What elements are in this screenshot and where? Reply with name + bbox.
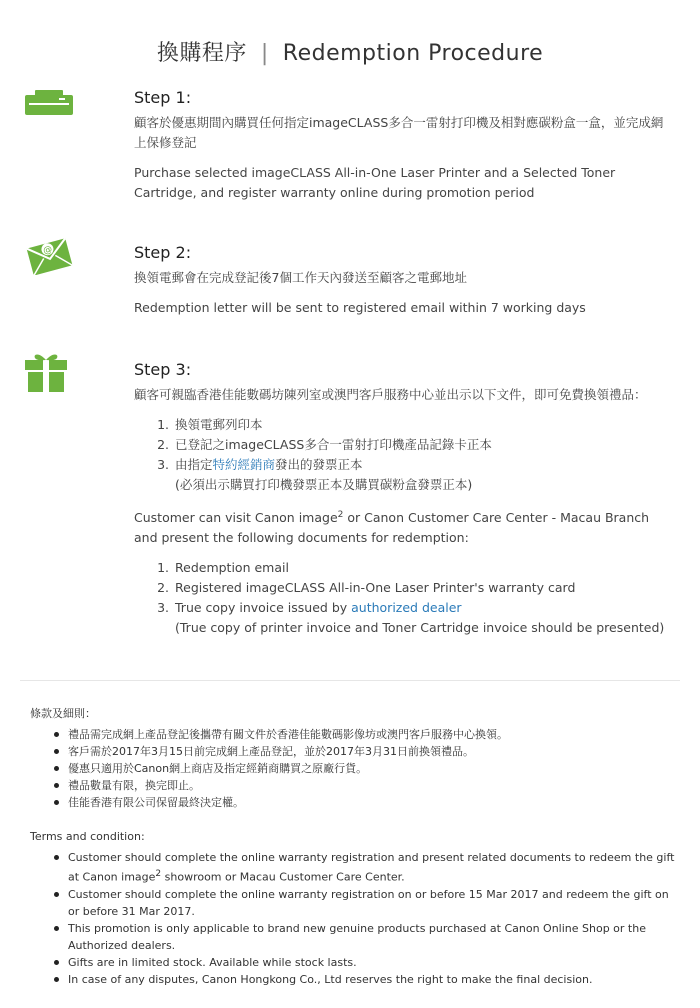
page-title	[0, 36, 700, 67]
gift-icon	[25, 352, 67, 392]
list-item-text: showroom or Macau Customer Care Center.	[161, 870, 405, 884]
step-2-en: Redemption letter will be sent to registered email within 7 working days	[134, 300, 586, 315]
step-3-zh: 顧客可親臨香港佳能數碼坊陳列室或澳門客戶服務中心並出示以下文件，即可免費換領禮品：	[134, 387, 647, 402]
step-3-zh-list	[134, 415, 674, 495]
terms-en	[30, 828, 680, 988]
printer-icon	[25, 90, 73, 116]
title-zh: 換購程序	[156, 41, 247, 66]
list-item: 2. Registered imageCLASS All-in-One Laser Printer's warranty card	[173, 578, 674, 598]
step-3-en	[134, 505, 674, 548]
divider	[20, 680, 680, 681]
list-item: 1. Redemption email	[173, 558, 674, 578]
step-1-en: Purchase selected imageCLASS All-in-One Laser Printer and a Selected Toner Cartridge, and register warranty online during promotion period	[134, 165, 616, 200]
list-item: 優惠只適用於Canon網上商店及指定經銷商購買之原廠行貨。	[68, 760, 680, 777]
list-item-note: (True copy of printer invoice and Toner Cartridge invoice should be presented)	[175, 620, 665, 636]
terms-en-list	[30, 849, 680, 988]
terms-zh-list	[30, 726, 680, 811]
superscript: 2	[155, 869, 162, 879]
terms-en-heading: Terms and condition:	[30, 830, 145, 843]
step-3-en-post: or Canon Customer Care Center - Macau Branch and present the following documents for redemption:	[134, 510, 650, 546]
step-2-heading: Step 2:	[134, 243, 192, 262]
list-item: 2. 已登記之imageCLASS多合一雷射打印機產品記錄卡正本	[173, 435, 674, 455]
step-3-en-list	[134, 558, 674, 638]
list-item: 禮品數量有限，換完即止。	[68, 777, 680, 794]
list-item: In case of any disputes, Canon Hongkong Co., Ltd reserves the right to make the final decision.	[68, 971, 680, 988]
list-item-note: (必須出示購買打印機發票正本及購買碳粉盒發票正本)	[175, 477, 473, 492]
list-item-text: 由指定	[175, 457, 213, 472]
list-item-text: Customer should complete the online warranty registration and present related documents to redeem the gift at Canon image	[68, 851, 675, 884]
email-icon	[25, 235, 73, 275]
list-item: Gifts are in limited stock. Available while stock lasts.	[68, 954, 680, 971]
list-item: Customer should complete the online warranty registration on or before 15 Mar 2017 and redeem the gift on or before 31 Mar 2017.	[68, 886, 680, 920]
step-1-heading: Step 1:	[134, 88, 192, 107]
title-separator: |	[260, 41, 269, 66]
list-item: 禮品需完成網上產品登記後攜帶有關文件於香港佳能數碼影像坊或澳門客戶服務中心換領。	[68, 726, 680, 743]
list-item-text: 發出的發票正本	[275, 457, 363, 472]
svg-text:@: @	[42, 244, 54, 257]
list-item: This promotion is only applicable to brand new genuine products purchased at Canon Online Shop or the Authorized dealers.	[68, 920, 680, 954]
authorized-dealer-link-zh[interactable]: 特約經銷商	[212, 457, 276, 472]
list-item: 1. 換領電郵列印本	[173, 415, 674, 435]
list-item: 佳能香港有限公司保留最終決定權。	[68, 794, 680, 811]
list-item	[173, 598, 674, 638]
title-en: Redemption Procedure	[282, 41, 544, 66]
authorized-dealer-link-en[interactable]: authorized dealer	[351, 600, 462, 616]
list-item-text: True copy invoice issued by	[175, 600, 352, 616]
step-1-zh: 顧客於優惠期間內購買任何指定imageCLASS多合一雷射打印機及相對應碳粉盒一盒，並完成網上保修登記	[134, 115, 664, 150]
step-3-heading: Step 3:	[134, 360, 192, 379]
superscript: 2	[337, 510, 344, 520]
step-2-zh: 換領電郵會在完成登記後7個工作天內發送至顧客之電郵地址	[134, 270, 467, 285]
list-item: 客戶需於2017年3月15日前完成網上產品登記，並於2017年3月31日前換領禮品。	[68, 743, 680, 760]
terms-zh	[30, 705, 680, 811]
step-3-en-pre: Customer can visit Canon image	[134, 510, 338, 526]
list-item	[68, 849, 680, 886]
list-item	[173, 455, 674, 495]
terms-zh-heading: 條款及細則：	[30, 707, 96, 720]
